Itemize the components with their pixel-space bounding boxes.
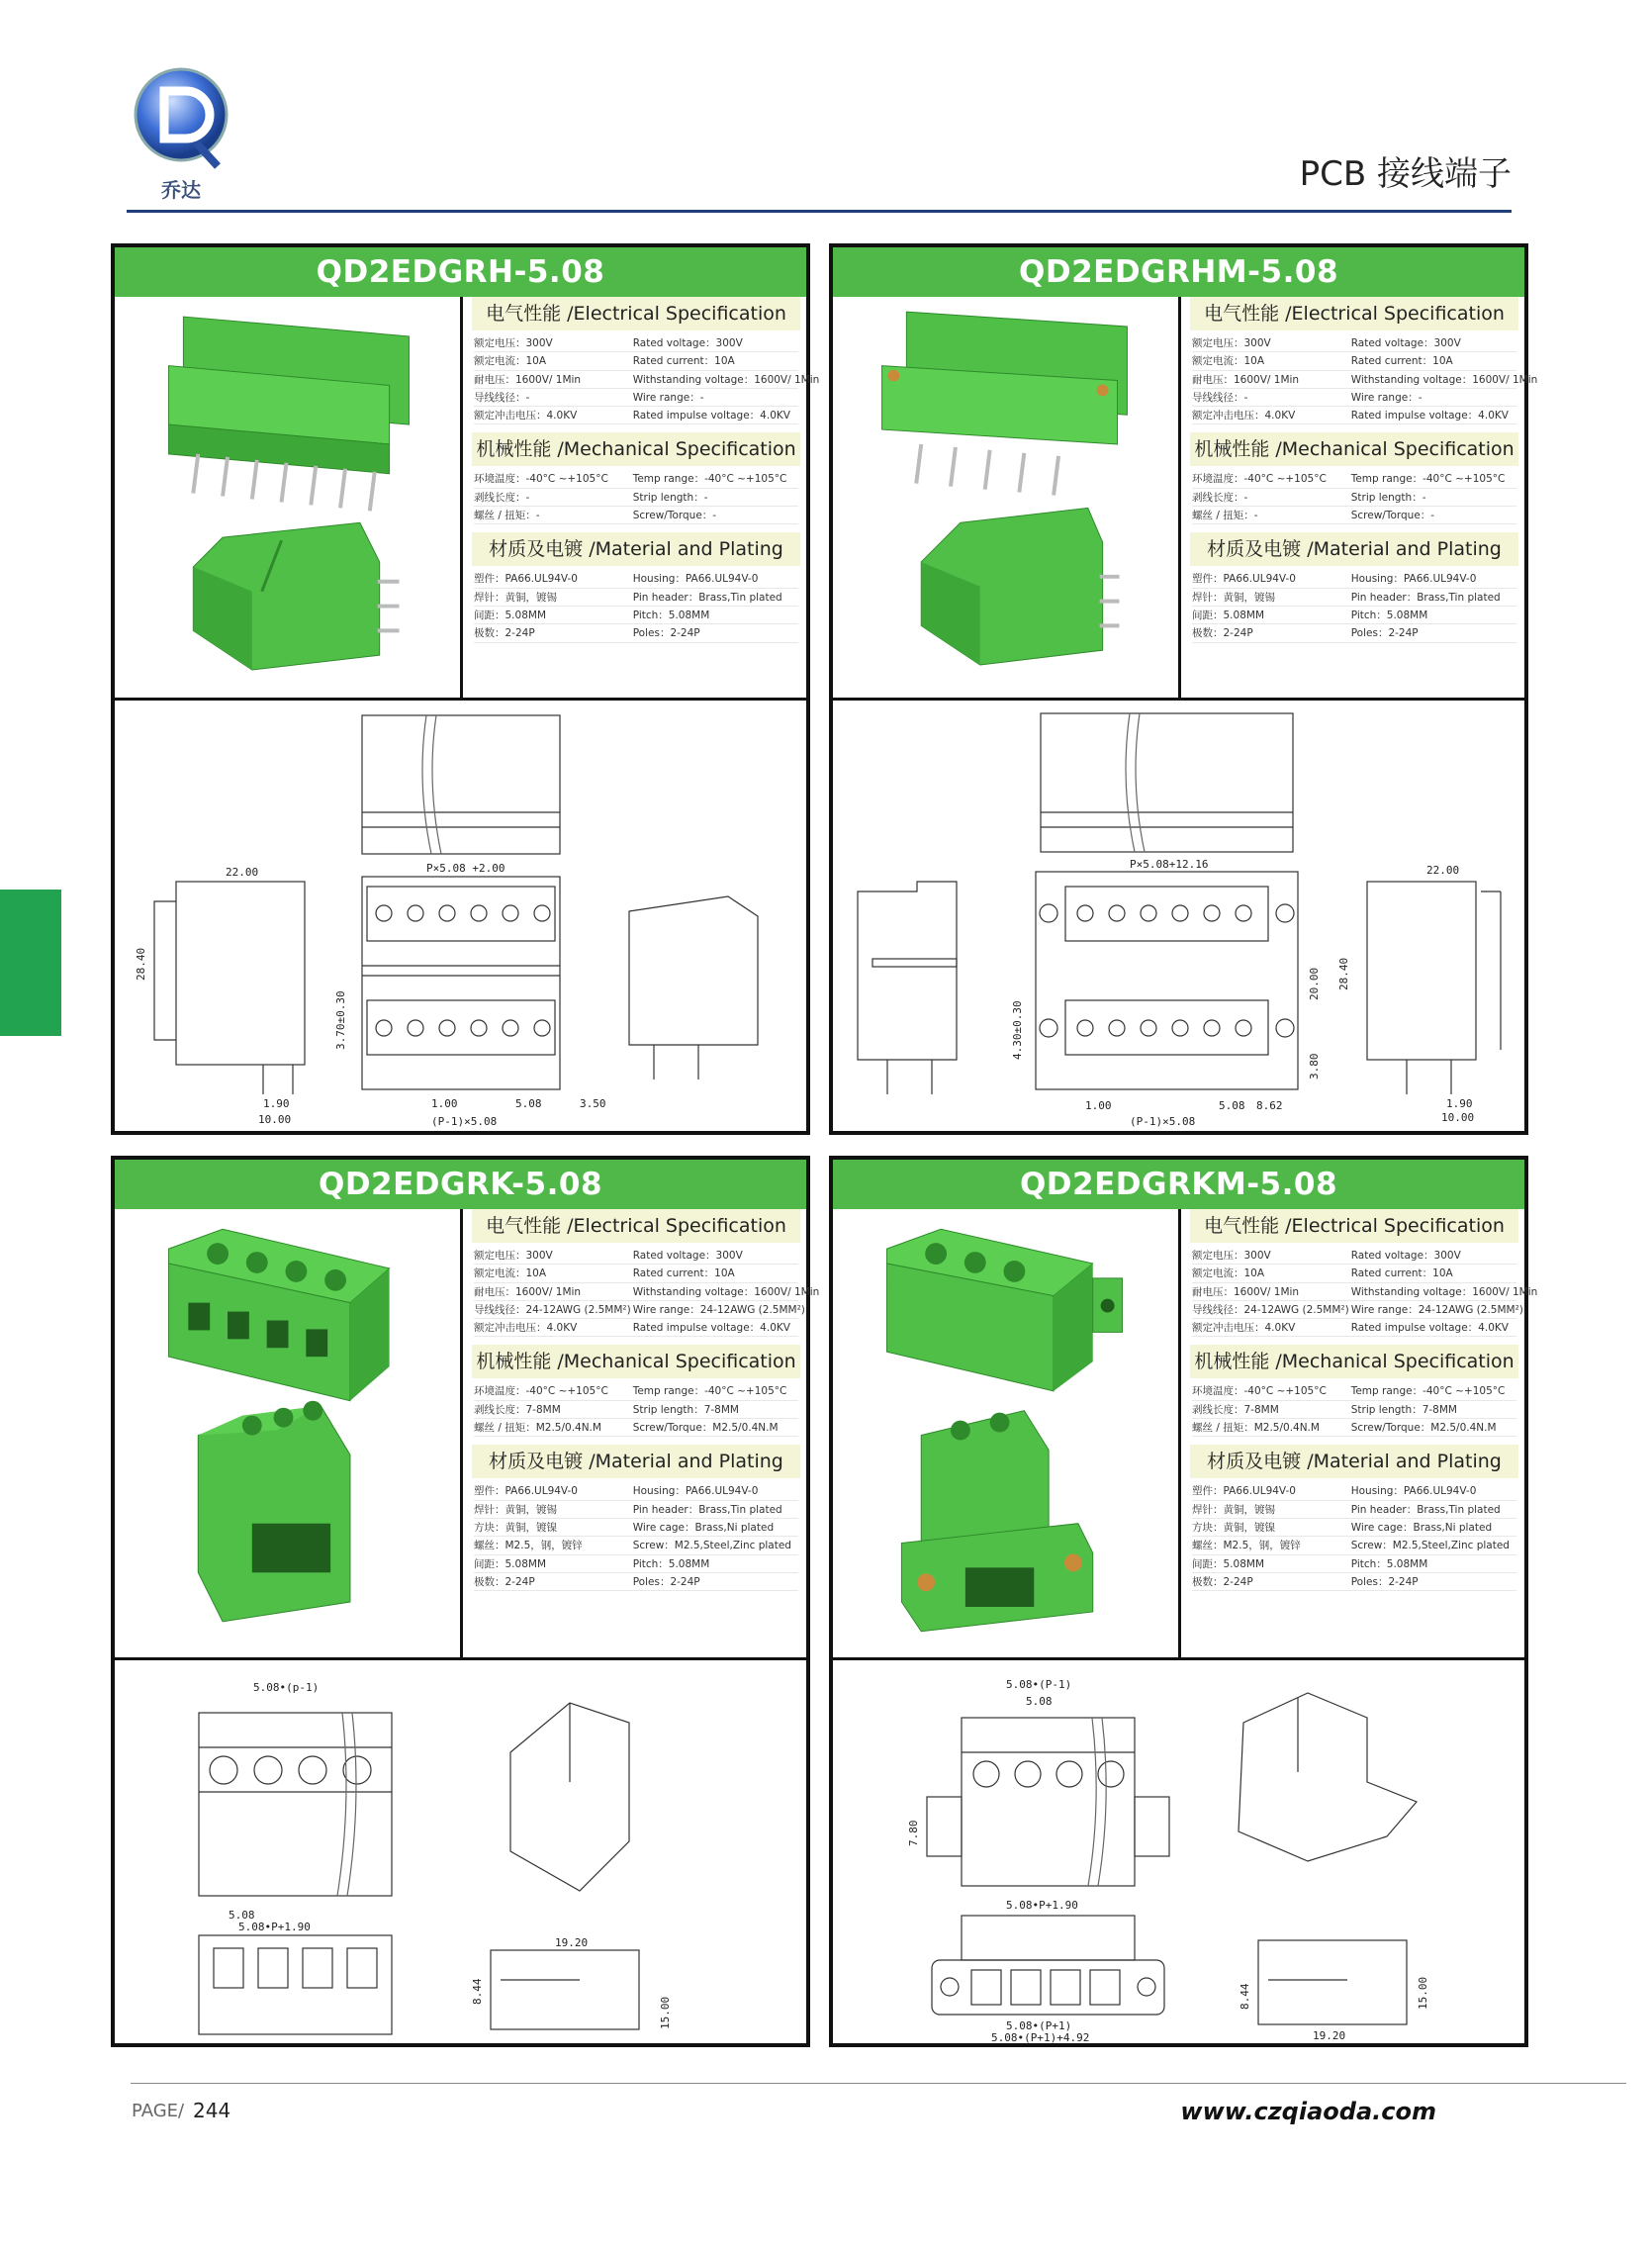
spec-en: Pin header：Brass,Tin plated <box>632 591 782 604</box>
dimension-label: 3.80 <box>1308 1053 1321 1079</box>
electrical-spec-heading: 电气性能 /Electrical Specification <box>1190 297 1518 330</box>
spec-row <box>1192 607 1516 624</box>
spec-cn: 间距：5.08MM <box>474 1557 546 1570</box>
technical-drawing <box>115 704 806 1131</box>
material-spec-heading: 材质及电镀 /Material and Plating <box>1190 532 1518 566</box>
electrical-spec-heading: 电气性能 /Electrical Specification <box>472 297 800 330</box>
spec-en: Housing：PA66.UL94V-0 <box>632 573 759 586</box>
spec-row <box>474 1555 798 1573</box>
spec-cn: 剥线长度：- <box>1192 491 1248 504</box>
spec-en: Rated voltage：300V <box>632 1250 743 1262</box>
spec-cn: 螺丝 / 扭矩：- <box>474 510 540 522</box>
plug-illustration <box>169 1229 390 1401</box>
spec-en: Withstanding voltage：1600V/ 1Min <box>632 1285 820 1298</box>
pin-header-illustration <box>882 312 1128 495</box>
dimension-label: 10.00 <box>258 1113 292 1126</box>
spec-en: Temp range：-40°C ~+105°C <box>632 1385 787 1398</box>
dimension-label: 10.00 <box>1441 1111 1475 1124</box>
spec-en: Screw/Torque：M2.5/0.4N.M <box>632 1422 779 1435</box>
spec-en: Rated impulse voltage：4.0KV <box>632 1322 790 1335</box>
dimension-label: 5.08 <box>1219 1099 1245 1112</box>
spec-en: Temp range：-40°C ~+105°C <box>632 473 787 486</box>
spec-en: Withstanding voltage：1600V/ 1Min <box>1350 1285 1538 1298</box>
mechanical-spec-heading: 机械性能 /Mechanical Specification <box>1190 1345 1518 1378</box>
dimension-label: 5.08•(P-1) <box>1006 1678 1072 1691</box>
pin-header-illustration <box>169 317 410 511</box>
dimension-label: 19.20 <box>1313 2029 1346 2042</box>
spec-en: Poles：2-24P <box>1350 627 1419 640</box>
dimension-label: 8.44 <box>1239 1983 1251 2010</box>
spec-en: Poles：2-24P <box>1350 1575 1419 1588</box>
spec-row <box>1192 570 1516 588</box>
mechanical-spec-rows <box>1190 466 1518 528</box>
spec-row <box>474 489 798 507</box>
spec-row <box>1192 1573 1516 1591</box>
spec-cn: 额定电压：300V <box>1192 1250 1271 1262</box>
dimension-label: 1.00 <box>1085 1099 1112 1112</box>
product-panel-qd2edgrkm <box>829 1156 1538 2047</box>
page-title: PCB 接线端子 <box>1299 154 1512 194</box>
spec-cn: 额定电压：300V <box>474 337 553 349</box>
spec-row <box>474 507 798 524</box>
spec-row <box>1192 1382 1516 1400</box>
dimension-label: 5.08 <box>229 1909 255 1922</box>
spec-tables <box>466 1209 820 1657</box>
product-title: QD2EDGRKM-5.08 <box>833 1160 1524 1209</box>
spec-cn: 螺丝：M2.5，钢，镀锌 <box>474 1540 583 1552</box>
spec-en: Rated impulse voltage：4.0KV <box>1350 1322 1509 1335</box>
spec-row <box>474 589 798 607</box>
spec-cn: 极数：2-24P <box>1192 1575 1253 1588</box>
spec-row <box>474 1573 798 1591</box>
material-spec-heading: 材质及电镀 /Material and Plating <box>472 1445 800 1478</box>
spec-en: Pin header：Brass,Tin plated <box>1350 1503 1501 1516</box>
material-spec-rows <box>1190 566 1518 646</box>
company-logo <box>127 63 235 202</box>
spec-cn: 剥线长度：7-8MM <box>1192 1403 1279 1416</box>
spec-cn: 焊针：黄铜，镀锡 <box>474 591 557 604</box>
spec-en: Wire range：- <box>632 391 704 404</box>
spec-row <box>1192 507 1516 524</box>
spec-cn: 间距：5.08MM <box>474 609 546 621</box>
spec-cn: 螺丝：M2.5，钢，镀锌 <box>1192 1540 1301 1552</box>
socket-illustration <box>198 1401 350 1622</box>
spec-row <box>474 1247 798 1265</box>
mechanical-spec-rows <box>1190 1378 1518 1441</box>
spec-row <box>1192 389 1516 407</box>
spec-cn: 极数：2-24P <box>1192 627 1253 640</box>
spec-cn: 耐电压：1600V/ 1Min <box>1192 1285 1300 1298</box>
spec-cn: 环境温度：-40°C ~+105°C <box>1192 473 1327 486</box>
spec-row <box>474 1265 798 1282</box>
spec-en: Strip length：- <box>1350 491 1426 504</box>
spec-row <box>474 334 798 352</box>
spec-cn: 方块：黄铜，镀镍 <box>1192 1521 1275 1534</box>
spec-en: Rated current：10A <box>632 355 735 368</box>
section-side-tab <box>0 890 61 1036</box>
spec-row <box>474 389 798 407</box>
spec-cn: 间距：5.08MM <box>1192 1557 1264 1570</box>
dimension-label: P×5.08+12.16 <box>1130 858 1209 871</box>
spec-row <box>1192 1419 1516 1437</box>
product-photo <box>833 297 1181 698</box>
spec-cn: 焊针：黄铜，镀锡 <box>1192 1503 1275 1516</box>
spec-cn: 额定电压：300V <box>474 1250 553 1262</box>
dimension-label: 5.08 <box>1026 1695 1053 1708</box>
spec-cn: 螺丝 / 扭矩：M2.5/0.4N.M <box>1192 1422 1320 1435</box>
spec-en: Wire cage：Brass,Ni plated <box>1350 1521 1493 1534</box>
spec-en: Temp range：-40°C ~+105°C <box>1350 1385 1506 1398</box>
spec-en: Rated current：10A <box>1350 1267 1453 1280</box>
spec-en: Screw：M2.5,Steel,Zinc plated <box>1350 1540 1510 1552</box>
spec-row <box>1192 1247 1516 1265</box>
spec-cn: 焊针：黄铜，镀锡 <box>1192 591 1275 604</box>
socket-illustration <box>901 1411 1092 1632</box>
spec-en: Rated current：10A <box>1350 355 1453 368</box>
material-spec-heading: 材质及电镀 /Material and Plating <box>1190 1445 1518 1478</box>
spec-cn: 额定冲击电压：4.0KV <box>1192 410 1296 422</box>
spec-en: Wire range：24-12AWG (2.5MM²) <box>1350 1303 1523 1316</box>
dimension-label: 5.08•P+1.90 <box>1006 1899 1078 1912</box>
spec-cn: 塑件：PA66.UL94V-0 <box>1192 573 1296 586</box>
dimension-label: 28.40 <box>1337 957 1350 990</box>
spec-en: Housing：PA66.UL94V-0 <box>632 1485 759 1498</box>
spec-en: Wire range：- <box>1350 391 1423 404</box>
product-panel-qd2edgrk <box>111 1156 820 2047</box>
dimension-label: 1.90 <box>263 1097 290 1110</box>
mechanical-spec-rows <box>472 1378 800 1441</box>
spec-row <box>474 1319 798 1337</box>
spec-row <box>1192 1537 1516 1554</box>
dimension-label: 3.70±0.30 <box>334 990 347 1050</box>
spec-en: Rated impulse voltage：4.0KV <box>632 410 790 422</box>
spec-tables <box>466 297 820 698</box>
dimension-label: 8.62 <box>1256 1099 1283 1112</box>
spec-row <box>1192 470 1516 488</box>
mechanical-spec-heading: 机械性能 /Mechanical Specification <box>1190 432 1518 466</box>
dimension-label: 15.00 <box>659 1996 672 2029</box>
dimension-label: 3.50 <box>580 1097 606 1110</box>
spec-en: Rated voltage：300V <box>1350 337 1461 349</box>
spec-cn: 螺丝 / 扭矩：M2.5/0.4N.M <box>474 1422 601 1435</box>
spec-en: Strip length：7-8MM <box>1350 1403 1457 1416</box>
spec-en: Rated voltage：300V <box>1350 1250 1461 1262</box>
spec-cn: 螺丝 / 扭矩：- <box>1192 510 1258 522</box>
spec-row <box>474 1382 798 1400</box>
dimension-label: 7.80 <box>907 1820 920 1846</box>
dimension-label: 19.20 <box>555 1936 589 1949</box>
product-title: QD2EDGRHM-5.08 <box>833 247 1524 297</box>
spec-cn: 间距：5.08MM <box>1192 609 1264 621</box>
spec-row <box>1192 1265 1516 1282</box>
product-title: QD2EDGRH-5.08 <box>115 247 806 297</box>
spec-cn: 额定冲击电压：4.0KV <box>474 410 578 422</box>
spec-en: Rated current：10A <box>632 1267 735 1280</box>
spec-cn: 耐电压：1600V/ 1Min <box>1192 373 1300 386</box>
dimension-label: P×5.08 +2.00 <box>426 862 505 875</box>
spec-en: Pitch：5.08MM <box>632 1557 710 1570</box>
spec-en: Wire range：24-12AWG (2.5MM²) <box>632 1303 805 1316</box>
technical-drawing <box>833 704 1524 1131</box>
spec-en: Withstanding voltage：1600V/ 1Min <box>1350 373 1538 386</box>
spec-en: Screw/Torque：M2.5/0.4N.M <box>1350 1422 1497 1435</box>
spec-en: Withstanding voltage：1600V/ 1Min <box>632 373 820 386</box>
material-spec-heading: 材质及电镀 /Material and Plating <box>472 532 800 566</box>
spec-cn: 剥线长度：7-8MM <box>474 1403 561 1416</box>
dimension-label: (P-1)×5.08 <box>431 1115 498 1128</box>
electrical-spec-heading: 电气性能 /Electrical Specification <box>1190 1209 1518 1243</box>
dimension-label: 5.08•(P+1)+4.92 <box>991 2031 1090 2044</box>
dimension-label: 5.08•P+1.90 <box>238 1921 311 1933</box>
spec-tables <box>1184 297 1538 698</box>
spec-cn: 极数：2-24P <box>474 627 535 640</box>
spec-en: Strip length：- <box>632 491 708 504</box>
electrical-spec-heading: 电气性能 /Electrical Specification <box>472 1209 800 1243</box>
spec-en: Strip length：7-8MM <box>632 1403 739 1416</box>
dimension-label: (P-1)×5.08 <box>1130 1115 1196 1128</box>
spec-row <box>474 407 798 424</box>
spec-row <box>1192 489 1516 507</box>
spec-cn: 塑件：PA66.UL94V-0 <box>474 1485 578 1498</box>
dimension-label: 22.00 <box>1426 864 1460 877</box>
material-spec-rows <box>472 1478 800 1595</box>
footer-divider <box>131 2083 1626 2084</box>
spec-cn: 焊针：黄铜，镀锡 <box>474 1503 557 1516</box>
spec-cn: 额定电压：300V <box>1192 337 1271 349</box>
spec-row <box>474 1283 820 1301</box>
plug-illustration <box>193 522 399 670</box>
plug-illustration <box>887 1229 1123 1391</box>
spec-cn: 额定电流：10A <box>474 1267 547 1280</box>
header-divider <box>127 210 1512 213</box>
spec-row <box>1192 1319 1516 1337</box>
spec-cn: 额定电流：10A <box>1192 355 1265 368</box>
electrical-spec-rows <box>472 1243 820 1341</box>
spec-row <box>474 1419 798 1437</box>
spec-row <box>1192 352 1516 370</box>
spec-row <box>474 1401 798 1419</box>
spec-cn: 环境温度：-40°C ~+105°C <box>474 473 608 486</box>
spec-row <box>474 1519 798 1537</box>
spec-cn: 极数：2-24P <box>474 1575 535 1588</box>
spec-en: Pin header：Brass,Tin plated <box>632 1503 782 1516</box>
mechanical-spec-rows <box>472 466 800 528</box>
website-link[interactable]: www.czqiaoda.com <box>1180 2098 1436 2125</box>
electrical-spec-rows <box>472 330 820 428</box>
spec-row <box>1192 624 1516 642</box>
technical-drawing <box>115 1663 806 2043</box>
product-photo <box>115 297 463 698</box>
product-panel-qd2edgrhm <box>829 243 1538 1135</box>
spec-row <box>1192 1401 1516 1419</box>
spec-en: Housing：PA66.UL94V-0 <box>1350 1485 1477 1498</box>
dimension-label: 28.40 <box>135 947 147 981</box>
spec-row <box>474 624 798 642</box>
spec-row <box>474 1482 798 1500</box>
mechanical-spec-heading: 机械性能 /Mechanical Specification <box>472 432 800 466</box>
dimension-label: 20.00 <box>1308 967 1321 1000</box>
spec-row <box>474 1537 798 1554</box>
spec-en: Pin header：Brass,Tin plated <box>1350 591 1501 604</box>
spec-row <box>474 352 798 370</box>
product-panel-qd2edgrh <box>111 243 820 1135</box>
spec-cn: 额定电流：10A <box>474 355 547 368</box>
spec-en: Wire cage：Brass,Ni plated <box>632 1521 775 1534</box>
spec-en: Screw：M2.5,Steel,Zinc plated <box>632 1540 791 1552</box>
dimension-label: 8.44 <box>471 1978 484 2005</box>
spec-en: Rated voltage：300V <box>632 337 743 349</box>
dimension-label: 4.30±0.30 <box>1011 1000 1024 1060</box>
dimension-label: 1.00 <box>431 1097 458 1110</box>
spec-cn: 耐电压：1600V/ 1Min <box>474 1285 582 1298</box>
page-label: PAGE/ <box>132 2101 185 2121</box>
spec-row <box>474 1501 798 1519</box>
spec-en: Screw/Torque：- <box>632 510 717 522</box>
spec-cn: 导线线径：- <box>474 391 530 404</box>
spec-row <box>1192 334 1516 352</box>
spec-row <box>1192 1519 1516 1537</box>
spec-row <box>1192 589 1516 607</box>
spec-cn: 环境温度：-40°C ~+105°C <box>1192 1385 1327 1398</box>
spec-row <box>1192 371 1538 389</box>
spec-en: Rated impulse voltage：4.0KV <box>1350 410 1509 422</box>
spec-en: Screw/Torque：- <box>1350 510 1435 522</box>
product-title: QD2EDGRK-5.08 <box>115 1160 806 1209</box>
spec-cn: 导线线径：24-12AWG (2.5MM²) <box>1192 1303 1349 1316</box>
spec-cn: 额定冲击电压：4.0KV <box>1192 1322 1296 1335</box>
spec-row <box>1192 1301 1523 1319</box>
spec-cn: 环境温度：-40°C ~+105°C <box>474 1385 608 1398</box>
spec-cn: 剥线长度：- <box>474 491 530 504</box>
spec-tables <box>1184 1209 1538 1657</box>
material-spec-rows <box>472 566 800 646</box>
spec-en: Poles：2-24P <box>632 627 700 640</box>
spec-cn: 额定电流：10A <box>1192 1267 1265 1280</box>
spec-cn: 耐电压：1600V/ 1Min <box>474 373 582 386</box>
dimension-label: 5.08•(P+1) <box>1006 2019 1072 2032</box>
mechanical-spec-heading: 机械性能 /Mechanical Specification <box>472 1345 800 1378</box>
spec-row <box>1192 1555 1516 1573</box>
spec-cn: 导线线径：24-12AWG (2.5MM²) <box>474 1303 631 1316</box>
dimension-label: 5.08 <box>515 1097 542 1110</box>
spec-cn: 导线线径：- <box>1192 391 1248 404</box>
spec-en: Housing：PA66.UL94V-0 <box>1350 573 1477 586</box>
spec-cn: 塑件：PA66.UL94V-0 <box>474 573 578 586</box>
spec-row <box>474 1301 805 1319</box>
spec-row <box>474 470 798 488</box>
technical-drawing <box>833 1663 1524 2043</box>
spec-row <box>1192 1501 1516 1519</box>
dimension-label: 1.90 <box>1446 1097 1473 1110</box>
spec-row <box>1192 407 1516 424</box>
spec-en: Pitch：5.08MM <box>632 609 710 621</box>
plug-illustration <box>921 508 1119 665</box>
spec-row <box>474 607 798 624</box>
spec-cn: 方块：黄铜，镀镍 <box>474 1521 557 1534</box>
spec-row <box>474 371 820 389</box>
dimension-label: 5.08•(p-1) <box>253 1681 320 1694</box>
electrical-spec-rows <box>1190 330 1538 428</box>
dimension-label: 乔达 <box>161 178 201 202</box>
page-number: 244 <box>193 2099 231 2122</box>
spec-en: Pitch：5.08MM <box>1350 1557 1428 1570</box>
spec-en: Temp range：-40°C ~+105°C <box>1350 473 1506 486</box>
dimension-label: 22.00 <box>226 866 259 879</box>
spec-cn: 额定冲击电压：4.0KV <box>474 1322 578 1335</box>
spec-row <box>1192 1482 1516 1500</box>
spec-row <box>474 570 798 588</box>
product-photo <box>833 1209 1181 1657</box>
dimension-label: 15.00 <box>1417 1976 1429 2010</box>
spec-cn: 塑件：PA66.UL94V-0 <box>1192 1485 1296 1498</box>
material-spec-rows <box>1190 1478 1518 1595</box>
spec-row <box>1192 1283 1538 1301</box>
spec-en: Poles：2-24P <box>632 1575 700 1588</box>
electrical-spec-rows <box>1190 1243 1538 1341</box>
spec-en: Pitch：5.08MM <box>1350 609 1428 621</box>
product-photo <box>115 1209 463 1657</box>
